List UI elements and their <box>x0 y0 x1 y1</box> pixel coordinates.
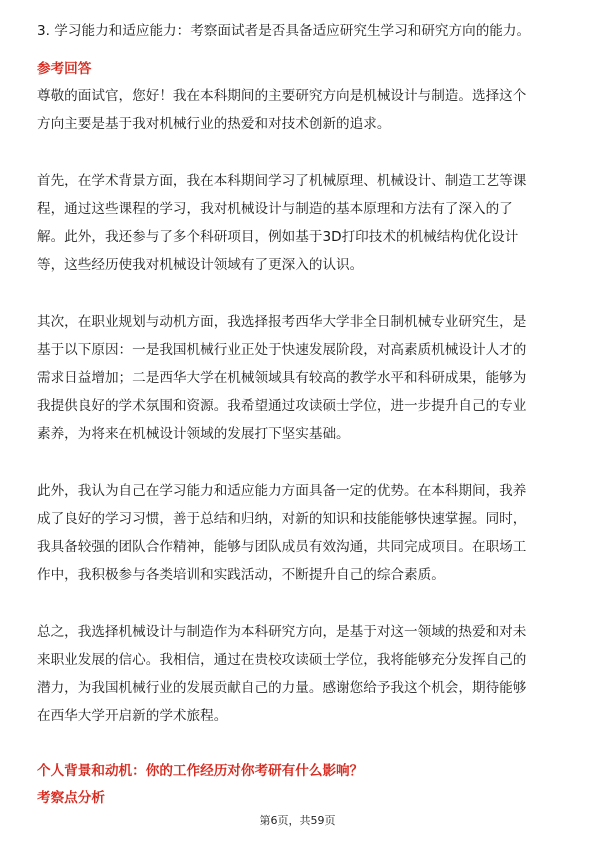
paragraph-3-line-5: 素养，为将来在机械设计领域的发展打下坚实基础。 <box>37 426 350 442</box>
paragraph-2-line-3: 解。此外，我还参与了多个科研项目，例如基于3D打印技术的机械结构优化设计 <box>37 229 519 245</box>
paragraph-1-line-1: 尊敬的面试官，您好！我在本科期间的主要研究方向是机械设计与制造。选择这个 <box>37 88 527 104</box>
page-number: 第6页，共59页 <box>259 814 336 827</box>
paragraph-2-line-2: 程，通过这些课程的学习，我对机械设计与制造的基本原理和方法有了深入的了 <box>37 201 513 217</box>
answer-heading: 参考回答 <box>37 61 92 77</box>
paragraph-4-line-1: 此外，我认为自己在学习能力和适应能力方面具备一定的优势。在本科期间，我养 <box>37 483 527 499</box>
paragraph-5-line-3: 潜力，为我国机械行业的发展贡献自己的力量。感谢您给予我这个机会，期待能够 <box>37 680 527 696</box>
next-question-heading: 个人背景和动机：你的工作经历对你考研有什么影响？ <box>37 763 364 779</box>
paragraph-2-line-1: 首先，在学术背景方面，我在本科期间学习了机械原理、机械设计、制造工艺等课 <box>37 173 527 189</box>
paragraph-3-line-1: 其次，在职业规划与动机方面，我选择报考西华大学非全日制机械专业研究生，是 <box>37 314 527 330</box>
paragraph-5-line-2: 来职业发展的信心。我相信，通过在贵校攻读硕士学位，我将能够充分发挥自己的 <box>37 652 527 668</box>
paragraph-1-line-2: 方向主要是基于我对机械行业的热爱和对技术创新的追求。 <box>37 116 391 132</box>
paragraph-5-line-4: 在西华大学开启新的学术旅程。 <box>37 708 228 724</box>
paragraph-3-line-4: 我提供良好的学术氛围和资源。我希望通过攻读硕士学位，进一步提升自己的专业 <box>37 398 527 414</box>
paragraph-4-line-4: 作中，我积极参与各类培训和实践活动，不断提升自己的综合素质。 <box>37 567 445 583</box>
paragraph-4-line-2: 成了良好的学习习惯，善于总结和归纳，对新的知识和技能能够快速掌握。同时， <box>37 511 527 527</box>
paragraph-3-line-2: 基于以下原因：一是我国机械行业正处于快速发展阶段，对高素质机械设计人才的 <box>37 342 527 358</box>
paragraph-3-line-3: 需求日益增加；二是西华大学在机械领域具有较高的教学水平和科研成果，能够为 <box>37 370 527 386</box>
paragraph-2-line-4: 等，这些经历使我对机械设计领域有了更深入的认识。 <box>37 257 364 273</box>
analysis-heading: 考察点分析 <box>37 790 105 806</box>
question-intro: 3. 学习能力和适应能力：考察面试者是否具备适应研究生学习和研究方向的能力。 <box>37 23 531 39</box>
paragraph-4-line-3: 我具备较强的团队合作精神，能够与团队成员有效沟通，共同完成项目。在职场工 <box>37 539 527 555</box>
paragraph-5-line-1: 总之，我选择机械设计与制造作为本科研究方向，是基于对这一领域的热爱和对未 <box>37 624 527 640</box>
